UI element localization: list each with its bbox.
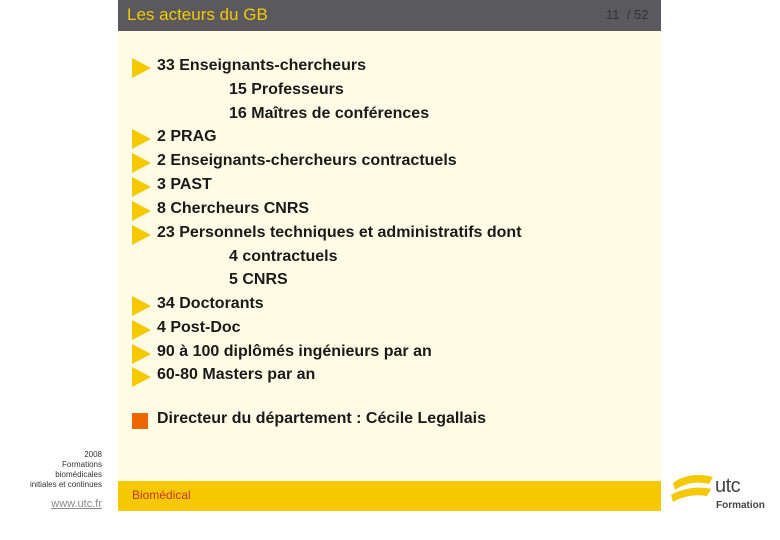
- bullet-arrow-icon: [132, 296, 151, 316]
- list-item: Directeur du département : Cécile Legallais: [157, 410, 486, 427]
- side-line-1: Formations: [61, 460, 102, 469]
- bullet-arrow-icon: [132, 153, 151, 173]
- slide-title: Les acteurs du GB: [127, 5, 268, 24]
- slide-content: [118, 31, 661, 481]
- bullet-arrow-icon: [132, 344, 151, 364]
- list-item: 23 Personnels techniques et administratifs dont: [157, 224, 522, 241]
- page-number: [606, 7, 648, 22]
- bullet-arrow-icon: [132, 177, 151, 197]
- side-line-3: initiales et continues: [29, 480, 102, 489]
- sub-item: 5 CNRS: [229, 271, 288, 288]
- side-line-2: biomédicales: [55, 470, 102, 479]
- footer-bar: [118, 481, 661, 511]
- list-item: 2 PRAG: [157, 128, 217, 145]
- logo-subtitle: Formation: [716, 500, 765, 511]
- side-info: [30, 450, 102, 490]
- bullet-arrow-icon: [132, 58, 151, 78]
- list-item: 33 Enseignants-chercheurs: [157, 57, 366, 74]
- page-total: / 52: [626, 7, 649, 22]
- utc-formation-logo: [669, 471, 769, 521]
- list-item: 90 à 100 diplômés ingénieurs par an: [157, 343, 432, 360]
- site-link[interactable]: www.utc.fr: [51, 498, 102, 510]
- bullet-arrow-icon: [132, 320, 151, 340]
- logo-swoosh-icon: [669, 471, 715, 505]
- list-item: 8 Chercheurs CNRS: [157, 200, 310, 217]
- logo-text: utc: [715, 475, 741, 497]
- list-item: 3 PAST: [157, 176, 212, 193]
- sub-item: 16 Maîtres de conférences: [229, 105, 430, 122]
- bullet-arrow-icon: [132, 201, 151, 221]
- side-year: 2008: [84, 450, 102, 459]
- bullet-arrow-icon: [132, 129, 151, 149]
- sub-item: 4 contractuels: [229, 248, 338, 265]
- page-current: 11: [606, 7, 620, 22]
- bullet-arrow-icon: [132, 367, 151, 387]
- slide-header: [118, 0, 661, 31]
- bullet-arrow-icon: [132, 225, 151, 245]
- footer-label: Biomédical: [132, 488, 191, 502]
- list-item: 4 Post-Doc: [157, 319, 241, 336]
- bullet-square-icon: [132, 413, 148, 429]
- sub-item: 15 Professeurs: [229, 81, 344, 98]
- list-item: 34 Doctorants: [157, 295, 264, 312]
- list-item: 2 Enseignants-chercheurs contractuels: [157, 152, 457, 169]
- list-item: 60-80 Masters par an: [157, 366, 316, 383]
